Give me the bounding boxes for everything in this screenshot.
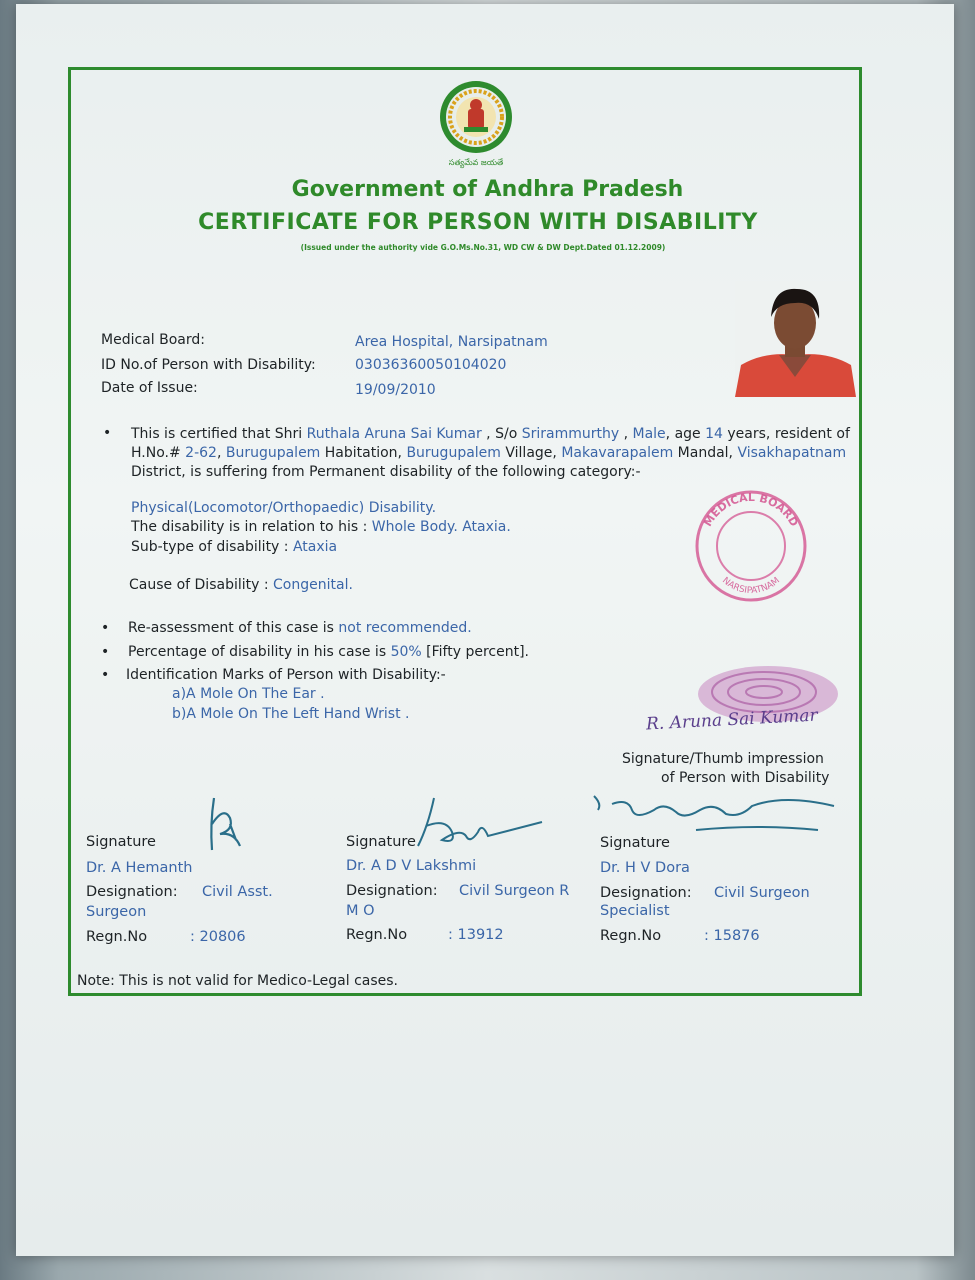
signature-caption-line2: of Person with Disability (661, 770, 830, 786)
house-number: 2-62 (185, 445, 217, 461)
percentage-line: Percentage of disability in his case is 50% [Fifty percent]. (128, 644, 529, 660)
certificate-title: CERTIFICATE FOR PERSON WITH DISABILITY (198, 210, 758, 235)
reassessment-line: Re-assessment of this case is not recommended. (128, 620, 472, 636)
certification-paragraph: This is certified that Shri Ruthala Aruna Sai Kumar , S/o Srirammurthy , Male, age 14 years, resident of H.No.# 2-62, Burugupalem Habitation, Burugupalem Village, Makavarapalem Mandal, Visakhapatnam District, is suffering from Permanent disability of the following category:- (131, 426, 850, 480)
ap-emblem-icon (432, 79, 520, 169)
date-value: 19/09/2010 (355, 382, 436, 398)
date-label: Date of Issue: (101, 380, 198, 396)
svg-text:NARSIPATNAM: NARSIPATNAM (720, 575, 782, 597)
age: 14 (705, 426, 723, 442)
identification-marks-label: Identification Marks of Person with Disability:- (126, 667, 446, 683)
person-handwritten-signature: R. Aruna Sai Kumar (645, 705, 819, 735)
bullet-1: • (103, 425, 112, 441)
person-name: Ruthala Aruna Sai Kumar (306, 426, 482, 442)
gender: Male (632, 426, 666, 442)
medical-board-value: Area Hospital, Narsipatnam (355, 334, 548, 350)
signature-scribble-1 (200, 794, 250, 856)
signature-caption-line1: Signature/Thumb impression (622, 751, 824, 767)
identification-mark-a: a)A Mole On The Ear . (172, 686, 325, 702)
mandal: Makavarapalem (561, 445, 674, 461)
government-heading: Government of Andhra Pradesh (291, 177, 684, 202)
medical-board-label: Medical Board: (101, 332, 205, 348)
legal-note: Note: This is not valid for Medico-Legal cases. (77, 973, 399, 989)
id-label: ID No.of Person with Disability: (101, 357, 316, 373)
identification-mark-b: b)A Mole On The Left Hand Wrist . (172, 706, 410, 722)
medical-board-seal (690, 486, 812, 606)
signatory-name: Dr. H V Dora (600, 860, 690, 876)
authority-line: (Issued under the authority vide G.O.Ms.No.31, WD CW & DW Dept.Dated 01.12.2009) (300, 243, 666, 252)
subtype-line: Sub-type of disability : Ataxia (131, 539, 338, 555)
disability-category: Physical(Locomotor/Orthopaedic) Disability. (131, 500, 437, 516)
signatory-name: Dr. A D V Lakshmi (346, 858, 477, 874)
id-value: 03036360050104020 (355, 357, 507, 373)
signatory-name: Dr. A Hemanth (86, 860, 193, 876)
district: Visakhapatnam (737, 445, 847, 461)
emblem-motto: సత్యమేవ జయతే (448, 158, 504, 167)
father-name: Srirammurthy (521, 426, 620, 442)
village: Burugupalem (406, 445, 501, 461)
person-photo (735, 281, 856, 397)
signature-scribble-2 (408, 792, 548, 852)
cause-line: Cause of Disability : Congenital. (129, 577, 353, 593)
relation-line: The disability is in relation to his : Whole Body. Ataxia. (131, 519, 511, 535)
svg-text:MEDICAL BOARD: MEDICAL BOARD (701, 490, 801, 529)
habitation: Burugupalem (225, 445, 321, 461)
